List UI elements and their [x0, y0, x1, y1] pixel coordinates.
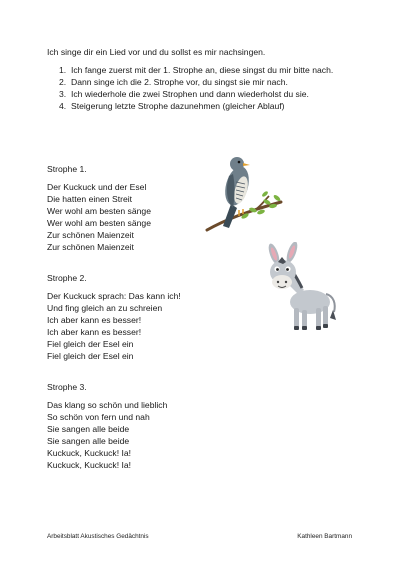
- stanza-title: Strophe 3.: [47, 382, 87, 392]
- stanza-line: Ich aber kann es besser!: [47, 327, 142, 337]
- stanza-3: [47, 381, 167, 471]
- stanza-line: Und fing gleich an zu schreien: [47, 303, 163, 313]
- stanza-title: Strophe 2.: [47, 273, 87, 283]
- stanza-line: Sie sangen alle beide: [47, 436, 130, 446]
- donkey-icon: [264, 242, 344, 336]
- cuckoo-icon: [205, 150, 283, 242]
- instruction-item: 2. Dann singe ich die 2. Strophe vor, du singst sie mir nach.: [59, 77, 288, 87]
- stanza-2: [47, 272, 181, 362]
- instruction-item: 1. Ich fange zuerst mit der 1. Strophe an, diese singst du mir bitte nach.: [59, 65, 334, 75]
- stanza-line: Zur schönen Maienzeit: [47, 230, 134, 240]
- stanza-line: Ich aber kann es besser!: [47, 315, 142, 325]
- stanza-line: Der Kuckuck sprach: Das kann ich!: [47, 291, 181, 301]
- intro-text: Ich singe dir ein Lied vor und du sollst es mir nachsingen.: [47, 47, 266, 57]
- stanza-1: [47, 163, 151, 253]
- instruction-item: 3. Ich wiederhole die zwei Strophen und dann wiederholst du sie.: [59, 89, 309, 99]
- stanza-line: Kuckuck, Kuckuck! Ia!: [47, 460, 132, 470]
- stanza-line: Der Kuckuck und der Esel: [47, 182, 147, 192]
- stanza-line: Zur schönen Maienzeit: [47, 242, 134, 252]
- stanza-line: Kuckuck, Kuckuck! Ia!: [47, 448, 132, 458]
- stanza-line: Fiel gleich der Esel ein: [47, 339, 134, 349]
- instruction-item: 4. Steigerung letzte Strophe dazunehmen (gleicher Ablauf): [59, 101, 285, 111]
- stanza-line: Sie sangen alle beide: [47, 424, 130, 434]
- stanza-line: Fiel gleich der Esel ein: [47, 351, 134, 361]
- instruction-list: [59, 64, 349, 112]
- stanza-line: So schön von fern und nah: [47, 412, 150, 422]
- footer-title: Arbeitsblatt Akustisches Gedächtnis: [47, 533, 149, 540]
- stanza-line: Wer wohl am besten sänge: [47, 206, 151, 216]
- stanza-line: Die hatten einen Streit: [47, 194, 133, 204]
- stanza-title: Strophe 1.: [47, 164, 87, 174]
- stanza-line: Das klang so schön und lieblich: [47, 400, 168, 410]
- stanza-line: Wer wohl am besten sänge: [47, 218, 151, 228]
- footer-author: Kathleen Bartmann: [297, 533, 352, 540]
